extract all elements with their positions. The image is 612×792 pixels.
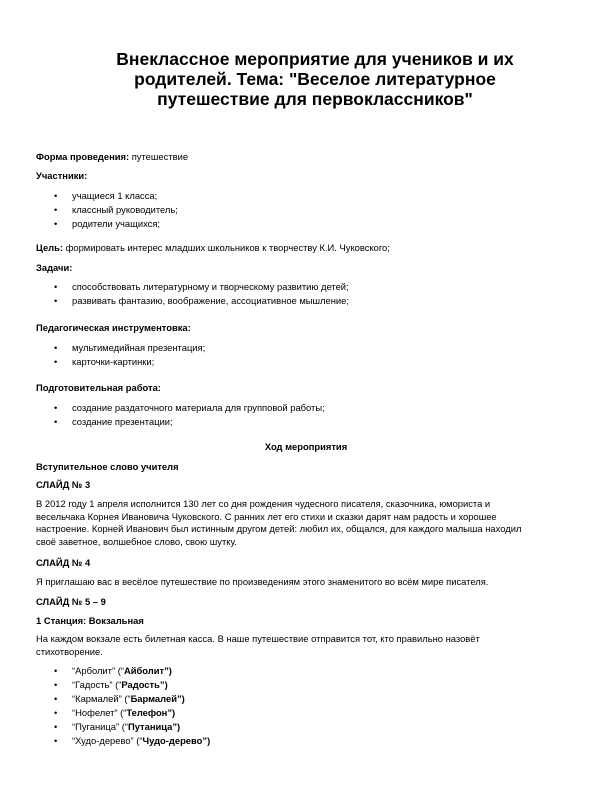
word-item [72,665,172,676]
participant-item: классный руководитель; [72,204,178,215]
word-puzzle: “Нофелет” (“ [72,707,127,718]
tool-item: мультимедийная презентация; [72,342,206,353]
goal-value: формировать интерес младших школьников к творчеству К.И. Чуковского; [63,242,390,253]
form-label: Форма проведения: [36,151,130,162]
station1-heading: 1 Станция: Вокзальная [36,615,144,626]
title-line-3: путешествие для первоклассников" [157,89,473,109]
word-item [72,679,168,690]
station1-line: стихотворение. [36,645,103,657]
word-puzzle: “Худо-дерево” (“ [72,735,143,746]
bullet-icon: • [54,693,58,704]
tasks-label: Задачи: [36,262,73,273]
word-answer: Чудо-дерево [142,735,203,746]
participants-label: Участники: [36,170,88,181]
title-line-2: родителей. Тема: "Веселое литературное [134,69,496,89]
station1-line: На каждом вокзале есть билетная касса. В наше путешествие отправится тот, кто правильно назовёт [36,633,480,644]
word-item [72,693,185,704]
form-line [36,151,188,162]
word-close: ”) [172,721,181,732]
slide3-line: настроение. Корней Иванович был истинным другом детей: любил их, общался, для каждого малыша находил [36,523,522,534]
word-answer: Телефон [126,707,168,718]
bullet-icon: • [54,402,58,413]
intro-heading: Вступительное слово учителя [36,461,179,472]
word-puzzle: “Кармалей” (“ [72,693,131,704]
bullet-icon: • [54,665,58,676]
participant-item: родители учащихся; [72,218,161,229]
bullet-icon: • [54,218,58,229]
goal-label: Цель: [36,242,64,253]
slide4-text: Я приглашаю вас в весёлое путешествие по произведениям этого знаменитого во всём мире писателя. [36,576,489,587]
slide3-text [36,498,556,548]
word-item [72,707,175,718]
word-item [72,721,180,732]
course-heading: Ход мероприятия [264,441,348,452]
participant-item: учащиеся 1 класса; [72,190,158,201]
slide4-heading: СЛАЙД № 4 [36,557,91,568]
slide3-line: В 2012 году 1 апреля исполнится 130 лет со дня рождения чудесного писателя, сказочника, юмориста и [36,498,491,509]
bullet-icon: • [54,679,58,690]
bullet-icon: • [54,721,58,732]
word-close: ”) [164,665,172,676]
word-puzzle: “Пуганица” (“ [72,721,128,732]
title-line-1: Внеклассное мероприятие для учеников и их [116,49,514,69]
goal-line [36,242,390,253]
slide5-heading: СЛАЙД № 5 – 9 [36,596,106,607]
word-answer: Бармалей [130,693,177,704]
prep-item: создание раздаточного материала для групповой работы; [72,402,325,413]
tool-item: карточки-картинки; [72,356,155,367]
word-puzzle: “Гадость” (“ [72,679,122,690]
word-answer: Путаница [127,721,173,732]
bullet-icon: • [54,735,58,746]
word-close: ”) [159,679,168,690]
tools-label: Педагогическая инструментовка: [36,322,191,333]
bullet-icon: • [54,356,58,367]
task-item: развивать фантазию, воображение, ассоциативное мышление; [72,295,349,306]
slide3-line: своё заветное, волшебное слово, свою шутку. [36,535,237,547]
station1-text [36,633,556,658]
prep-item: создание презентации; [72,416,173,427]
bullet-icon: • [54,707,58,718]
word-puzzle: “Арболит” (“ [72,665,124,676]
bullet-icon: • [54,295,58,306]
word-close: ”) [202,735,211,746]
task-item: способствовать литературному и творческому развитию детей; [72,281,349,292]
slide3-heading: СЛАЙД № 3 [36,479,91,490]
word-answer: Айболит [123,665,165,676]
form-value: путешествие [129,151,189,162]
bullet-icon: • [54,416,58,427]
prep-label: Подготовительная работа: [36,382,161,393]
word-answer: Радость [121,679,160,690]
word-close: ”) [176,693,185,704]
word-close: ”) [167,707,176,718]
bullet-icon: • [54,281,58,292]
word-item [72,735,210,746]
document-title [60,49,570,109]
bullet-icon: • [54,204,58,215]
bullet-icon: • [54,190,58,201]
bullet-icon: • [54,342,58,353]
slide3-line: весельчака Корнея Ивановича Чуковского. С ранних лет его стихи и сказки дарят нам радость и хорошее [36,510,497,522]
